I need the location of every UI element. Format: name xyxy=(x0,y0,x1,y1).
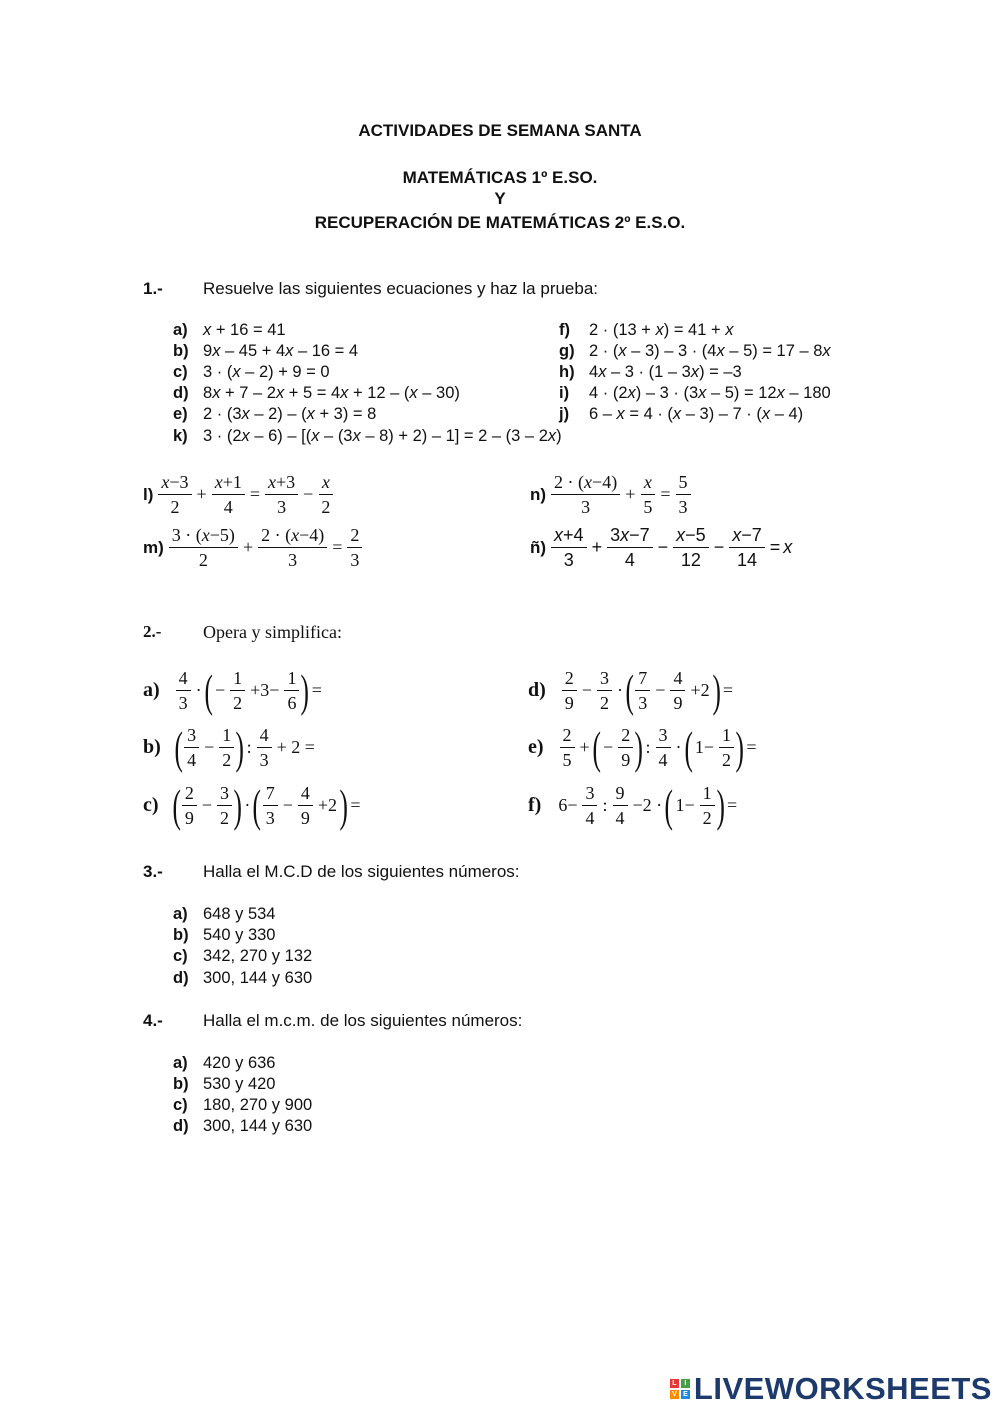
subtitle-connector: Y xyxy=(494,189,506,208)
equation-enye: ñ) $\frac{x+4}{3}$ + $\frac{3x-7}{4}$ − $\frac{x-5}{12}$ − $\frac{x-7}{14}$ = x xyxy=(530,525,793,570)
equation-l: l) $\frac{x-3}{2}$ + $\frac{x+1}{4}$ = $\frac{x+3}{3}$ − $\frac{x}{2}$ xyxy=(143,470,335,519)
exercise-2-number: 2.- xyxy=(143,622,162,641)
list-item: d) 300, 144 y 630 xyxy=(173,1117,313,1135)
equation-c: c) 3 · (x – 2) + 9 = 0 xyxy=(173,363,330,381)
operation-e: e) $\frac{2}{5}$ + ( − $\frac{2}{9}$ ) : $\frac{3}{4}$ · ( 1− $\frac{1}{2}$ ) = xyxy=(528,721,757,773)
exercise-4-statement: Halla el m.c.m. de los siguientes números: xyxy=(203,1011,523,1030)
equation-i: i) 4 · (2x) – 3 · (3x – 5) = 12x – 180 xyxy=(559,384,831,402)
list-item: b) 530 y 420 xyxy=(173,1075,276,1093)
exercise-1-statement: Resuelve las siguientes ecuaciones y haz la prueba: xyxy=(203,279,599,298)
worksheet-title: ACTIVIDADES DE SEMANA SANTA xyxy=(358,121,642,140)
equation-e: e) 2 · (3x – 2) – (x + 3) = 8 xyxy=(173,405,377,423)
equation-a: a) x + 16 = 41 xyxy=(173,321,286,339)
subtitle-recovery: RECUPERACIÓN DE MATEMÁTICAS 2º E.S.O. xyxy=(314,213,686,232)
list-item: c) 342, 270 y 132 xyxy=(173,947,313,965)
exercise-3-number: 3.- xyxy=(143,862,163,881)
equation-b: b) 9x – 45 + 4x – 16 = 4 xyxy=(173,342,359,360)
subtitle-course: MATEMÁTICAS 1º E.SO. xyxy=(402,168,598,187)
list-item: d) 300, 144 y 630 xyxy=(173,969,313,987)
list-item: a) 648 y 534 xyxy=(173,905,276,923)
operation-b: b) ( $\frac{3}{4}$ − $\frac{1}{2}$ ) : $\frac{4}{3}$ + 2 = xyxy=(143,721,315,773)
list-item: c) 180, 270 y 900 xyxy=(173,1096,313,1114)
operation-d: d) $\frac{2}{9}$ − $\frac{3}{2}$ · ( $\frac{7}{3}$ − $\frac{4}{9}$ +2 ) = xyxy=(528,664,734,716)
equation-m: m) $\frac{3 \cdot (x-5)}{2}$ + $\frac{2 \cdot (x-4)}{3}$ = $\frac{2}{3}$ xyxy=(143,523,364,572)
operation-a: a) $\frac{4}{3}$ · ( − $\frac{1}{2}$ +3− $\frac{1}{6}$ ) = xyxy=(143,664,322,716)
operation-c: c) ( $\frac{2}{9}$ − $\frac{3}{2}$ ) · ( $\frac{7}{3}$ − $\frac{4}{9}$ +2 ) = xyxy=(143,779,361,831)
brand-name: LIVEWORKSHEETS xyxy=(693,1371,992,1406)
equation-d: d) 8x + 7 – 2x + 5 = 4x + 12 – (x – 30) xyxy=(173,384,460,402)
exercise-2-statement: Opera y simplifica: xyxy=(203,622,342,642)
equation-g: g) 2 · (x – 3) – 3 · (4x – 5) = 17 – 8x xyxy=(559,342,831,360)
equation-j: j) 6 – x = 4 · (x – 3) – 7 · (x – 4) xyxy=(559,405,804,423)
equation-f: f) 2 · (13 + x) = 41 + x xyxy=(559,321,734,339)
list-item: b) 540 y 330 xyxy=(173,926,276,944)
equation-h: h) 4x – 3 · (1 – 3x) = –3 xyxy=(559,363,742,381)
operation-f: f) 6− $\frac{3}{4}$ : $\frac{9}{4}$ −2 · ( 1− $\frac{1}{2}$ ) = xyxy=(528,779,738,831)
equation-k: k) 3 · (2x – 6) – [(x – (3x – 8) + 2) – 1] = 2 – (3 – 2x) xyxy=(173,427,562,445)
list-item: a) 420 y 636 xyxy=(173,1054,276,1072)
liveworksheets-icon: L I V E xyxy=(670,1379,690,1399)
equation-n: n) $\frac{2 \cdot (x-4)}{3}$ + $\frac{x}{5}$ = $\frac{5}{3}$ xyxy=(530,470,693,519)
exercise-3-statement: Halla el M.C.D de los siguientes números: xyxy=(203,862,520,881)
liveworksheets-logo[interactable] xyxy=(670,1371,992,1407)
exercise-4-number: 4.- xyxy=(143,1011,163,1030)
exercise-1-number: 1.- xyxy=(143,279,163,298)
